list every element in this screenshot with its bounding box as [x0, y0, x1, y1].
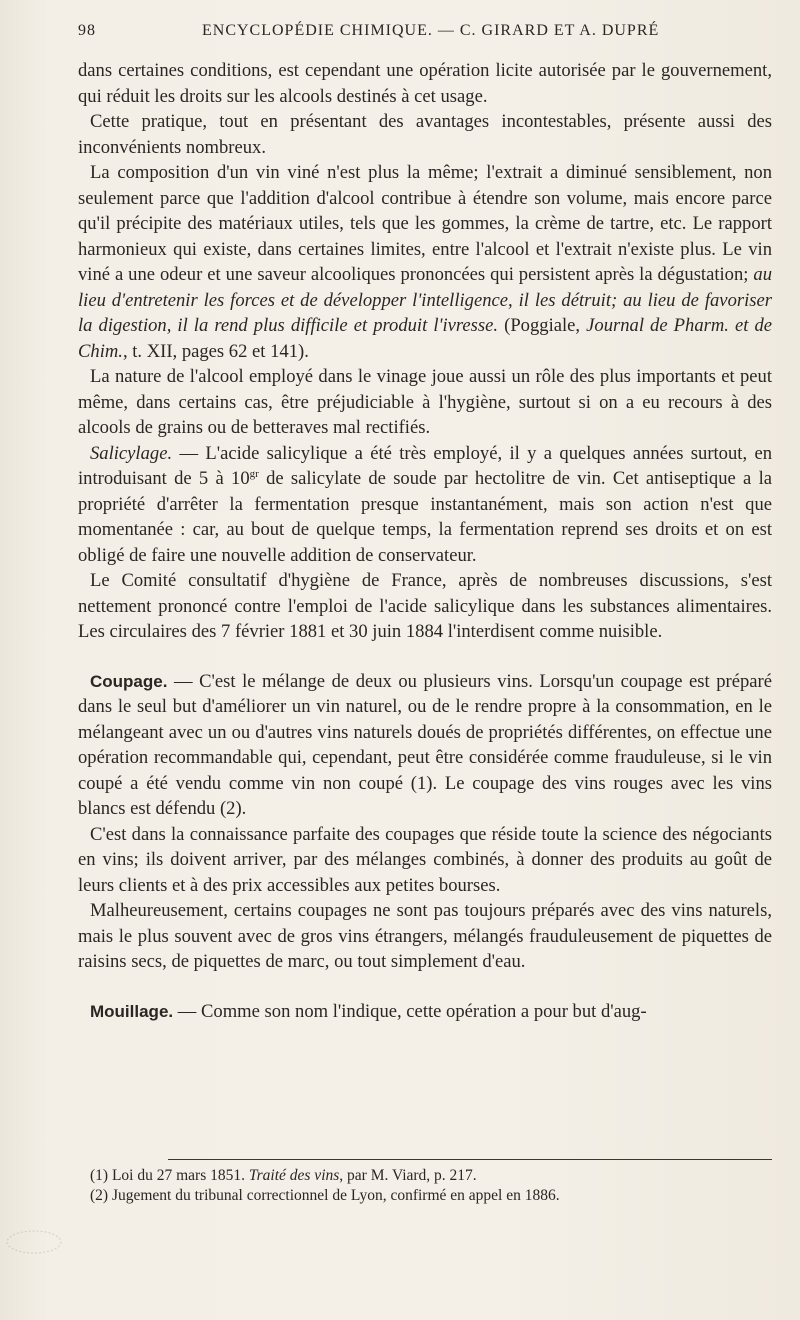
- footnote-text: (1) Loi du 27 mars 1851.: [90, 1167, 245, 1184]
- running-title: ENCYCLOPÉDIE CHIMIQUE. — C. GIRARD ET A. DUPRÉ: [202, 22, 660, 39]
- paragraph: C'est dans la connaissance parfaite des coupages que réside toute la science des négociants en vins; ils doivent arriver, par des mélanges combinés, à donner des produits au goût de leurs clients et à des prix accessibles aux petites bourses.: [78, 823, 772, 896]
- paragraph-salicylage: [78, 441, 772, 569]
- section-heading-mouillage: Mouillage.: [90, 1001, 174, 1021]
- library-stamp-icon: [4, 1228, 64, 1256]
- paragraph-coupage: [78, 669, 772, 822]
- paragraph-mouillage: [78, 999, 772, 1025]
- text-run: — Comme son nom l'indique, cette opération a pour but d'aug-: [173, 1000, 647, 1022]
- footnotes: [90, 1166, 780, 1206]
- page-number: 98: [78, 22, 96, 39]
- text-run: — C'est le mélange de deux ou plusieurs vins. Lorsqu'un coupage est préparé dans le seul but d'améliorer un vin naturel, ou de le rendre propre à la consommation, en le mélangeant avec un ou d'autres vins naturels doués de propriétés différentes, on effectue une opération recommandable qui, cependant, peut être considérée comme frauduleuse, si le vin coupé a été vendu comme vin non coupé (1). Le coupage des vins rouges avec les vins blancs est défendu (2).: [78, 670, 772, 819]
- paragraph-continuation: dans certaines conditions, est cependant une opération licite autorisée par le gouvernement, qui réduit les droits sur les alcools destinés à cet usage.: [78, 60, 772, 107]
- section-heading-coupage: Coupage.: [90, 671, 168, 691]
- paragraph: Malheureusement, certains coupages ne sont pas toujours préparés avec des vins naturels, mais le plus souvent avec de gros vins étrangers, mélangés frauduleusement de piquettes de raisins secs, de piquettes de marc, ou tout simplement d'eau.: [78, 900, 772, 972]
- footnote-1: [90, 1166, 780, 1186]
- footnote-2: (2) Jugement du tribunal correctionnel de Lyon, confirmé en appel en 1886.: [90, 1187, 560, 1204]
- citation-ref: , t. XII, pages 62 et 141).: [122, 340, 309, 362]
- paragraph: La nature de l'alcool employé dans le vinage joue aussi un rôle des plus importants et peut même, dans certains cas, être préjudiciable à l'hygiène, surtout si on a eu recours à des alcools de grains ou de betteraves mal rectifiés.: [78, 366, 772, 438]
- text-run: — L'acide salicylique a été très employé, il y a quelques années surtout, en introduisant de 5 à 10: [78, 442, 772, 489]
- paragraph: Le Comité consultatif d'hygiène de France, après de nombreuses discussions, s'est nettement prononcé contre l'emploi de l'acide salicylique dans les substances alimentaires. Les circulaires des 7 février 1881 et 30 juin 1884 l'interdisent comme nuisible.: [78, 570, 772, 642]
- section-title-salicylage: Salicylage.: [90, 442, 173, 464]
- footnote-text: , par M. Viard, p. 217.: [339, 1167, 477, 1184]
- footnote-title: Traité des vins: [248, 1167, 340, 1184]
- citation-journal: Journal de Pharm. et de Chim.: [78, 315, 773, 362]
- citation-author: (Poggiale,: [504, 315, 581, 336]
- body-text: [78, 58, 772, 1024]
- paragraph: Cette pratique, tout en présentant des avantages incontestables, présente aussi des inconvénients nombreux.: [78, 111, 772, 158]
- footnote-rule: [168, 1159, 772, 1160]
- quote-italic: au lieu d'entretenir les forces et de développer l'intelligence, il les détruit; au lieu de favoriser la digestion, il la rend plus difficile et produit l'ivresse.: [78, 264, 772, 336]
- running-header: [78, 22, 772, 46]
- paragraph-vin-vine: [78, 160, 772, 364]
- unit-superscript: gr: [249, 468, 259, 480]
- text-run: La composition d'un vin viné n'est plus la même; l'extrait a diminué sensiblement, non seulement parce que l'addition d'alcool contribue à étendre son volume, mais encore parce qu'il précipite des matériaux utiles, tels que les gommes, la crème de tartre, etc. Le rapport harmonieux qui existe, dans certaines limites, entre l'alcool et l'extrait n'existe plus. Le vin viné a une odeur et une saveur alcooliques prononcées qui persistent après la dégustation;: [78, 162, 772, 285]
- text-run: de salicylate de soude par hectolitre de vin. Cet antiseptique a la propriété d'arrêter la fermentation presque instantanément, mais son action n'est que momentanée : car, au bout de quelque temps, la fermentation reprend ses droits et on est obligé de faire une nouvelle addition de conservateur.: [78, 468, 772, 566]
